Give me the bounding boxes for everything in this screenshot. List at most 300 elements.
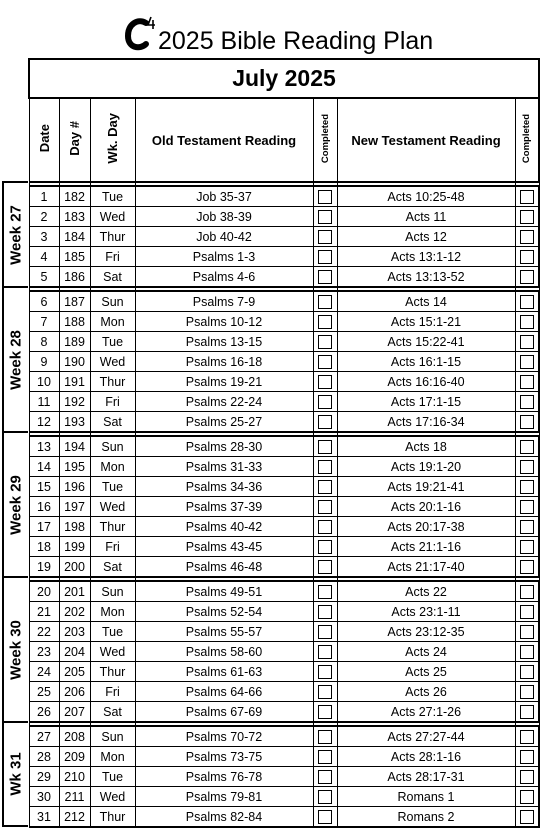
ot-completed-checkbox[interactable] bbox=[318, 230, 332, 244]
nt-reading-cell: Acts 24 bbox=[337, 642, 515, 662]
nt-completed-checkbox[interactable] bbox=[520, 585, 534, 599]
date-cell: 31 bbox=[29, 807, 59, 828]
ot-completed-checkbox[interactable] bbox=[318, 270, 332, 284]
nt-reading-cell: Acts 27:27-44 bbox=[337, 726, 515, 747]
reading-row bbox=[29, 312, 539, 332]
weekday-cell: Tue bbox=[90, 767, 135, 787]
weekday-cell: Sat bbox=[90, 267, 135, 288]
nt-reading-cell: Acts 28:17-31 bbox=[337, 767, 515, 787]
weekday-cell: Thur bbox=[90, 517, 135, 537]
ot-reading-cell: Psalms 16-18 bbox=[135, 352, 313, 372]
day-number-cell: 197 bbox=[59, 497, 90, 517]
nt-completed-cell bbox=[515, 392, 539, 412]
ot-completed-cell bbox=[313, 412, 337, 433]
nt-completed-checkbox[interactable] bbox=[520, 500, 534, 514]
nt-completed-checkbox[interactable] bbox=[520, 210, 534, 224]
day-number-cell: 200 bbox=[59, 557, 90, 578]
week-label-cell bbox=[2, 181, 28, 287]
reading-row bbox=[29, 392, 539, 412]
reading-row bbox=[29, 642, 539, 662]
page-title: 2025 Bible Reading Plan bbox=[158, 27, 434, 55]
date-cell: 13 bbox=[29, 436, 59, 457]
reading-row bbox=[29, 787, 539, 807]
day-number-cell: 201 bbox=[59, 581, 90, 602]
day-number-cell: 208 bbox=[59, 726, 90, 747]
nt-completed-cell bbox=[515, 207, 539, 227]
ot-reading-cell: Psalms 76-78 bbox=[135, 767, 313, 787]
day-number-cell: 206 bbox=[59, 682, 90, 702]
ot-completed-cell bbox=[313, 372, 337, 392]
reading-row bbox=[29, 602, 539, 622]
weekday-cell: Mon bbox=[90, 602, 135, 622]
reading-row bbox=[29, 332, 539, 352]
weekday-cell: Thur bbox=[90, 662, 135, 682]
week-label: Week 27 bbox=[7, 205, 25, 265]
reading-row bbox=[29, 581, 539, 602]
ot-completed-checkbox[interactable] bbox=[318, 520, 332, 534]
ot-reading-cell: Psalms 64-66 bbox=[135, 682, 313, 702]
ot-completed-column-header: Completed bbox=[313, 98, 337, 182]
nt-completed-cell bbox=[515, 642, 539, 662]
week-label: Week 28 bbox=[7, 330, 25, 390]
nt-reading-cell: Acts 18 bbox=[337, 436, 515, 457]
nt-completed-checkbox[interactable] bbox=[520, 335, 534, 349]
ot-completed-checkbox[interactable] bbox=[318, 415, 332, 429]
ot-completed-cell bbox=[313, 602, 337, 622]
day-number-cell: 211 bbox=[59, 787, 90, 807]
nt-reading-cell: Acts 17:16-34 bbox=[337, 412, 515, 433]
ot-completed-cell bbox=[313, 207, 337, 227]
reading-row bbox=[29, 557, 539, 578]
ot-reading-cell: Psalms 4-6 bbox=[135, 267, 313, 288]
date-column-header: Date bbox=[29, 98, 59, 182]
nt-completed-checkbox[interactable] bbox=[520, 520, 534, 534]
ot-completed-cell bbox=[313, 557, 337, 578]
day-number-cell: 186 bbox=[59, 267, 90, 288]
ot-reading-column-header: Old Testament Reading bbox=[135, 98, 313, 182]
nt-completed-checkbox[interactable] bbox=[520, 460, 534, 474]
ot-completed-cell bbox=[313, 312, 337, 332]
nt-reading-cell: Acts 21:17-40 bbox=[337, 557, 515, 578]
day-number-cell: 203 bbox=[59, 622, 90, 642]
ot-reading-cell: Psalms 46-48 bbox=[135, 557, 313, 578]
reading-row bbox=[29, 436, 539, 457]
nt-completed-cell bbox=[515, 622, 539, 642]
nt-completed-cell bbox=[515, 412, 539, 433]
nt-completed-checkbox[interactable] bbox=[520, 560, 534, 574]
ot-completed-checkbox[interactable] bbox=[318, 770, 332, 784]
month-title: July 2025 bbox=[29, 59, 539, 98]
nt-completed-cell bbox=[515, 557, 539, 578]
nt-reading-cell: Acts 23:12-35 bbox=[337, 622, 515, 642]
nt-completed-cell bbox=[515, 312, 539, 332]
ot-reading-cell: Psalms 28-30 bbox=[135, 436, 313, 457]
weekday-cell: Tue bbox=[90, 622, 135, 642]
nt-completed-cell bbox=[515, 372, 539, 392]
weekday-cell: Wed bbox=[90, 497, 135, 517]
weekday-cell: Sat bbox=[90, 557, 135, 578]
ot-completed-checkbox[interactable] bbox=[318, 335, 332, 349]
reading-row bbox=[29, 457, 539, 477]
date-cell: 6 bbox=[29, 291, 59, 312]
weekday-cell: Tue bbox=[90, 477, 135, 497]
date-cell: 19 bbox=[29, 557, 59, 578]
reading-row bbox=[29, 227, 539, 247]
ot-reading-cell: Psalms 79-81 bbox=[135, 787, 313, 807]
nt-completed-cell bbox=[515, 747, 539, 767]
nt-completed-cell bbox=[515, 291, 539, 312]
nt-completed-checkbox[interactable] bbox=[520, 730, 534, 744]
nt-completed-checkbox[interactable] bbox=[520, 685, 534, 699]
ot-completed-cell bbox=[313, 497, 337, 517]
week-label: Week 29 bbox=[7, 475, 25, 535]
reading-row bbox=[29, 497, 539, 517]
nt-completed-cell bbox=[515, 662, 539, 682]
date-cell: 23 bbox=[29, 642, 59, 662]
nt-reading-cell: Acts 14 bbox=[337, 291, 515, 312]
day-number-cell: 212 bbox=[59, 807, 90, 828]
date-cell: 5 bbox=[29, 267, 59, 288]
ot-completed-cell bbox=[313, 682, 337, 702]
ot-completed-cell bbox=[313, 642, 337, 662]
day-number-cell: 194 bbox=[59, 436, 90, 457]
weekday-cell: Wed bbox=[90, 352, 135, 372]
week-label-cell bbox=[2, 721, 28, 827]
ot-completed-cell bbox=[313, 247, 337, 267]
nt-completed-cell bbox=[515, 352, 539, 372]
ot-completed-checkbox[interactable] bbox=[318, 605, 332, 619]
weekday-cell: Wed bbox=[90, 207, 135, 227]
weekday-cell: Sun bbox=[90, 436, 135, 457]
day-number-cell: 207 bbox=[59, 702, 90, 723]
ot-reading-cell: Psalms 70-72 bbox=[135, 726, 313, 747]
reading-row bbox=[29, 207, 539, 227]
ot-completed-cell bbox=[313, 767, 337, 787]
day-number-cell: 183 bbox=[59, 207, 90, 227]
reading-row bbox=[29, 186, 539, 207]
nt-reading-cell: Acts 28:1-16 bbox=[337, 747, 515, 767]
day-number-cell: 192 bbox=[59, 392, 90, 412]
ot-reading-cell: Psalms 37-39 bbox=[135, 497, 313, 517]
nt-completed-checkbox[interactable] bbox=[520, 665, 534, 679]
day-number-cell: 195 bbox=[59, 457, 90, 477]
weekday-cell: Tue bbox=[90, 332, 135, 352]
ot-completed-cell bbox=[313, 702, 337, 723]
weekday-cell: Mon bbox=[90, 747, 135, 767]
ot-completed-checkbox[interactable] bbox=[318, 685, 332, 699]
weekday-column-header: Wk. Day bbox=[90, 98, 135, 182]
ot-completed-checkbox[interactable] bbox=[318, 730, 332, 744]
c4-logo bbox=[124, 14, 158, 54]
nt-reading-cell: Acts 27:1-26 bbox=[337, 702, 515, 723]
nt-completed-checkbox[interactable] bbox=[520, 645, 534, 659]
ot-reading-cell: Psalms 43-45 bbox=[135, 537, 313, 557]
nt-reading-cell: Romans 1 bbox=[337, 787, 515, 807]
ot-completed-checkbox[interactable] bbox=[318, 375, 332, 389]
nt-completed-cell bbox=[515, 787, 539, 807]
ot-reading-cell: Psalms 31-33 bbox=[135, 457, 313, 477]
nt-completed-checkbox[interactable] bbox=[520, 770, 534, 784]
ot-completed-checkbox[interactable] bbox=[318, 750, 332, 764]
nt-reading-cell: Acts 17:1-15 bbox=[337, 392, 515, 412]
ot-completed-checkbox[interactable] bbox=[318, 210, 332, 224]
day-number-cell: 202 bbox=[59, 602, 90, 622]
ot-completed-checkbox[interactable] bbox=[318, 585, 332, 599]
nt-reading-cell: Acts 12 bbox=[337, 227, 515, 247]
ot-reading-cell: Psalms 67-69 bbox=[135, 702, 313, 723]
nt-completed-checkbox[interactable] bbox=[520, 375, 534, 389]
day-number-cell: 193 bbox=[59, 412, 90, 433]
day-number-cell: 188 bbox=[59, 312, 90, 332]
day-number-cell: 191 bbox=[59, 372, 90, 392]
reading-row bbox=[29, 682, 539, 702]
ot-completed-checkbox[interactable] bbox=[318, 625, 332, 639]
ot-completed-cell bbox=[313, 662, 337, 682]
ot-completed-cell bbox=[313, 186, 337, 207]
ot-completed-checkbox[interactable] bbox=[318, 250, 332, 264]
ot-reading-cell: Psalms 73-75 bbox=[135, 747, 313, 767]
nt-reading-cell: Acts 11 bbox=[337, 207, 515, 227]
weekday-cell: Sun bbox=[90, 726, 135, 747]
ot-completed-cell bbox=[313, 726, 337, 747]
ot-completed-checkbox[interactable] bbox=[318, 190, 332, 204]
date-cell: 1 bbox=[29, 186, 59, 207]
weekday-cell: Mon bbox=[90, 457, 135, 477]
ot-completed-cell bbox=[313, 457, 337, 477]
ot-completed-checkbox[interactable] bbox=[318, 480, 332, 494]
nt-reading-cell: Acts 10:25-48 bbox=[337, 186, 515, 207]
week-label-cell bbox=[2, 431, 28, 577]
nt-completed-cell bbox=[515, 581, 539, 602]
ot-completed-checkbox[interactable] bbox=[318, 295, 332, 309]
date-cell: 12 bbox=[29, 412, 59, 433]
nt-completed-checkbox[interactable] bbox=[520, 315, 534, 329]
ot-completed-cell bbox=[313, 227, 337, 247]
reading-row bbox=[29, 267, 539, 288]
date-cell: 25 bbox=[29, 682, 59, 702]
ot-reading-cell: Psalms 82-84 bbox=[135, 807, 313, 828]
reading-row bbox=[29, 537, 539, 557]
ot-completed-cell bbox=[313, 517, 337, 537]
nt-completed-checkbox[interactable] bbox=[520, 810, 534, 824]
reading-row bbox=[29, 412, 539, 433]
nt-completed-checkbox[interactable] bbox=[520, 230, 534, 244]
nt-completed-checkbox[interactable] bbox=[520, 625, 534, 639]
ot-completed-cell bbox=[313, 291, 337, 312]
day-number-cell: 198 bbox=[59, 517, 90, 537]
ot-completed-checkbox[interactable] bbox=[318, 665, 332, 679]
date-cell: 28 bbox=[29, 747, 59, 767]
reading-plan-table bbox=[28, 58, 540, 828]
nt-completed-cell bbox=[515, 767, 539, 787]
ot-completed-cell bbox=[313, 267, 337, 288]
ot-completed-cell bbox=[313, 436, 337, 457]
nt-completed-checkbox[interactable] bbox=[520, 190, 534, 204]
ot-completed-checkbox[interactable] bbox=[318, 460, 332, 474]
nt-completed-checkbox[interactable] bbox=[520, 750, 534, 764]
day-number-cell: 185 bbox=[59, 247, 90, 267]
nt-completed-cell bbox=[515, 227, 539, 247]
date-cell: 29 bbox=[29, 767, 59, 787]
date-cell: 14 bbox=[29, 457, 59, 477]
ot-reading-cell: Psalms 40-42 bbox=[135, 517, 313, 537]
ot-reading-cell: Job 35-37 bbox=[135, 186, 313, 207]
date-cell: 17 bbox=[29, 517, 59, 537]
date-cell: 11 bbox=[29, 392, 59, 412]
day-number-cell: 210 bbox=[59, 767, 90, 787]
day-number-cell: 199 bbox=[59, 537, 90, 557]
reading-row bbox=[29, 702, 539, 723]
day-number-cell: 196 bbox=[59, 477, 90, 497]
ot-reading-cell: Psalms 61-63 bbox=[135, 662, 313, 682]
reading-row bbox=[29, 726, 539, 747]
ot-completed-checkbox[interactable] bbox=[318, 790, 332, 804]
ot-reading-cell: Psalms 10-12 bbox=[135, 312, 313, 332]
ot-reading-cell: Psalms 52-54 bbox=[135, 602, 313, 622]
ot-completed-checkbox[interactable] bbox=[318, 645, 332, 659]
nt-completed-checkbox[interactable] bbox=[520, 705, 534, 719]
nt-reading-cell: Acts 25 bbox=[337, 662, 515, 682]
nt-reading-cell: Acts 13:13-52 bbox=[337, 267, 515, 288]
ot-completed-checkbox[interactable] bbox=[318, 500, 332, 514]
date-cell: 22 bbox=[29, 622, 59, 642]
ot-reading-cell: Psalms 19-21 bbox=[135, 372, 313, 392]
nt-completed-checkbox[interactable] bbox=[520, 295, 534, 309]
reading-row bbox=[29, 291, 539, 312]
nt-reading-cell: Acts 20:17-38 bbox=[337, 517, 515, 537]
weekday-cell: Thur bbox=[90, 372, 135, 392]
reading-row bbox=[29, 517, 539, 537]
day-number-cell: 205 bbox=[59, 662, 90, 682]
weekday-cell: Mon bbox=[90, 312, 135, 332]
ot-completed-cell bbox=[313, 477, 337, 497]
nt-completed-checkbox[interactable] bbox=[520, 270, 534, 284]
date-cell: 30 bbox=[29, 787, 59, 807]
ot-reading-cell: Psalms 13-15 bbox=[135, 332, 313, 352]
ot-reading-cell: Psalms 58-60 bbox=[135, 642, 313, 662]
ot-completed-cell bbox=[313, 622, 337, 642]
weekday-cell: Thur bbox=[90, 227, 135, 247]
date-cell: 15 bbox=[29, 477, 59, 497]
date-cell: 16 bbox=[29, 497, 59, 517]
weekday-cell: Wed bbox=[90, 787, 135, 807]
ot-completed-cell bbox=[313, 581, 337, 602]
ot-reading-cell: Psalms 1-3 bbox=[135, 247, 313, 267]
ot-completed-cell bbox=[313, 747, 337, 767]
nt-completed-checkbox[interactable] bbox=[520, 440, 534, 454]
ot-completed-cell bbox=[313, 787, 337, 807]
week-label-cell bbox=[2, 286, 28, 432]
date-cell: 3 bbox=[29, 227, 59, 247]
nt-completed-checkbox[interactable] bbox=[520, 395, 534, 409]
nt-completed-cell bbox=[515, 726, 539, 747]
day-number-cell: 184 bbox=[59, 227, 90, 247]
ot-reading-cell: Psalms 7-9 bbox=[135, 291, 313, 312]
nt-completed-checkbox[interactable] bbox=[520, 250, 534, 264]
nt-completed-cell bbox=[515, 332, 539, 352]
nt-completed-checkbox[interactable] bbox=[520, 355, 534, 369]
ot-reading-cell: Psalms 25-27 bbox=[135, 412, 313, 433]
nt-reading-cell: Acts 20:1-16 bbox=[337, 497, 515, 517]
date-cell: 26 bbox=[29, 702, 59, 723]
reading-row bbox=[29, 477, 539, 497]
weekday-cell: Fri bbox=[90, 537, 135, 557]
ot-reading-cell: Job 38-39 bbox=[135, 207, 313, 227]
ot-completed-checkbox[interactable] bbox=[318, 560, 332, 574]
ot-completed-checkbox[interactable] bbox=[318, 810, 332, 824]
nt-reading-cell: Acts 21:1-16 bbox=[337, 537, 515, 557]
date-cell: 7 bbox=[29, 312, 59, 332]
weekday-cell: Fri bbox=[90, 682, 135, 702]
ot-completed-cell bbox=[313, 332, 337, 352]
ot-completed-checkbox[interactable] bbox=[318, 395, 332, 409]
nt-completed-checkbox[interactable] bbox=[520, 540, 534, 554]
ot-completed-checkbox[interactable] bbox=[318, 705, 332, 719]
nt-completed-checkbox[interactable] bbox=[520, 415, 534, 429]
weekday-cell: Sat bbox=[90, 702, 135, 723]
nt-reading-cell: Acts 19:21-41 bbox=[337, 477, 515, 497]
nt-reading-cell: Romans 2 bbox=[337, 807, 515, 828]
nt-completed-cell bbox=[515, 247, 539, 267]
reading-row bbox=[29, 662, 539, 682]
week-label: Wk 31 bbox=[7, 752, 25, 796]
reading-row bbox=[29, 622, 539, 642]
nt-completed-cell bbox=[515, 517, 539, 537]
ot-completed-cell bbox=[313, 537, 337, 557]
nt-completed-cell bbox=[515, 457, 539, 477]
nt-completed-cell bbox=[515, 702, 539, 723]
weekday-cell: Sun bbox=[90, 581, 135, 602]
nt-reading-cell: Acts 16:16-40 bbox=[337, 372, 515, 392]
day-number-cell: 204 bbox=[59, 642, 90, 662]
ot-reading-cell: Job 40-42 bbox=[135, 227, 313, 247]
weekday-cell: Sat bbox=[90, 412, 135, 433]
nt-completed-cell bbox=[515, 497, 539, 517]
weekday-cell: Thur bbox=[90, 807, 135, 828]
nt-reading-cell: Acts 15:22-41 bbox=[337, 332, 515, 352]
date-cell: 24 bbox=[29, 662, 59, 682]
nt-reading-cell: Acts 13:1-12 bbox=[337, 247, 515, 267]
reading-row bbox=[29, 747, 539, 767]
ot-completed-checkbox[interactable] bbox=[318, 540, 332, 554]
ot-completed-cell bbox=[313, 352, 337, 372]
ot-completed-checkbox[interactable] bbox=[318, 355, 332, 369]
week-label: Week 30 bbox=[7, 620, 25, 680]
weekday-cell: Sun bbox=[90, 291, 135, 312]
nt-completed-checkbox[interactable] bbox=[520, 790, 534, 804]
nt-completed-cell bbox=[515, 477, 539, 497]
reading-row bbox=[29, 372, 539, 392]
nt-completed-checkbox[interactable] bbox=[520, 480, 534, 494]
date-cell: 20 bbox=[29, 581, 59, 602]
date-cell: 10 bbox=[29, 372, 59, 392]
ot-reading-cell: Psalms 49-51 bbox=[135, 581, 313, 602]
week-label-cell bbox=[2, 576, 28, 722]
nt-completed-cell bbox=[515, 602, 539, 622]
reading-row bbox=[29, 352, 539, 372]
ot-completed-checkbox[interactable] bbox=[318, 440, 332, 454]
nt-reading-cell: Acts 26 bbox=[337, 682, 515, 702]
nt-completed-checkbox[interactable] bbox=[520, 605, 534, 619]
nt-reading-cell: Acts 22 bbox=[337, 581, 515, 602]
day-number-cell: 209 bbox=[59, 747, 90, 767]
date-cell: 8 bbox=[29, 332, 59, 352]
day-number-cell: 187 bbox=[59, 291, 90, 312]
date-cell: 21 bbox=[29, 602, 59, 622]
ot-completed-checkbox[interactable] bbox=[318, 315, 332, 329]
day-number-column-header: Day # bbox=[59, 98, 90, 182]
weekday-cell: Fri bbox=[90, 247, 135, 267]
